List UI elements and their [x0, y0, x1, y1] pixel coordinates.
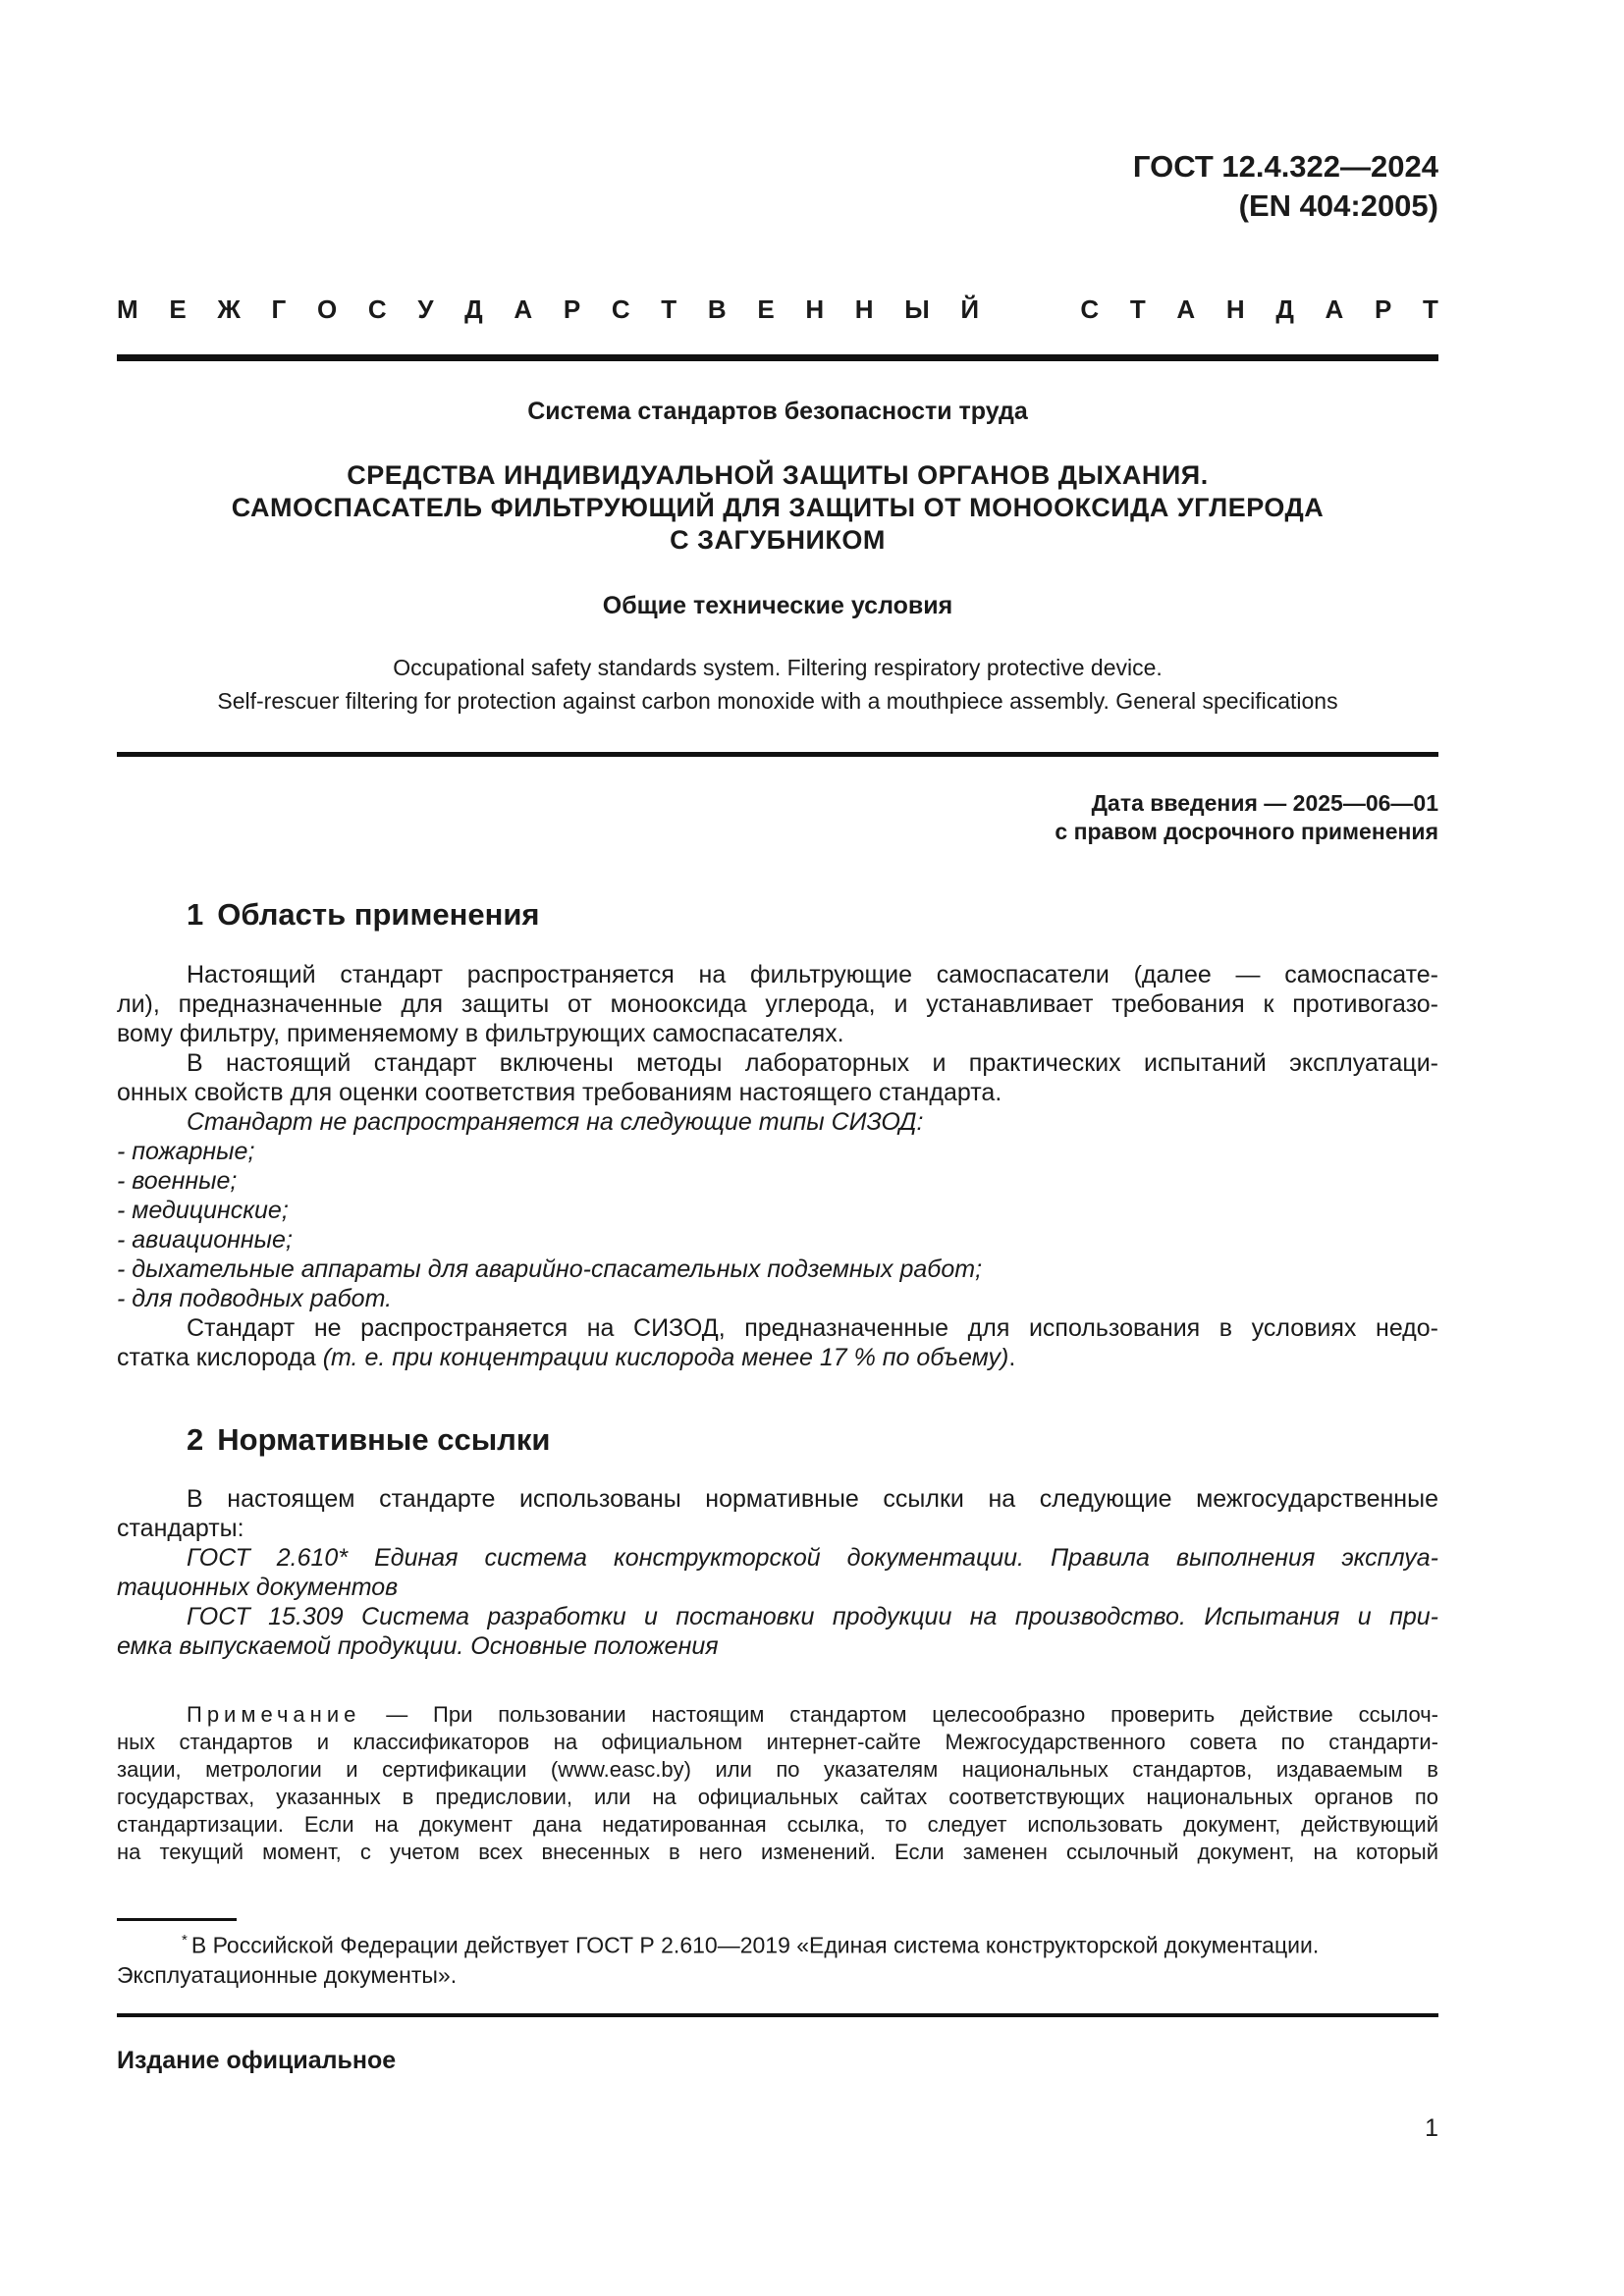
doc-type-letter: Ы: [904, 294, 930, 324]
doc-type-letter: А: [1325, 294, 1344, 324]
doc-type-letter: Н: [854, 294, 874, 324]
doc-type-letter: Е: [757, 294, 775, 324]
note-line-4: государствах, указанных в предисловии, или на официальных сайтах соответствующих национальных органов по: [117, 1785, 1438, 1809]
introduction-date: [1055, 789, 1438, 846]
section-1-heading: [187, 895, 540, 934]
exclusion-list-item: - для подводных работ.: [117, 1285, 393, 1312]
doc-type-letter: Р: [1374, 294, 1392, 324]
s2p1-line-1: В настоящем стандарте использованы нормативные ссылки на следующие межгосударственные: [187, 1485, 1438, 1513]
section-2-title: Нормативные ссылки: [217, 1422, 551, 1457]
ref1-line-2: тационных документов: [117, 1574, 399, 1601]
english-title-line-1: Occupational safety standards system. Filtering respiratory protective device.: [393, 655, 1163, 680]
s1p1-line-2: ли), предназначенные для защиты от монооксида углерода, и устанавливает требования к противогазо-: [117, 990, 1438, 1018]
section-2-paragraph-1: [117, 1484, 1438, 1543]
ref2-line-1: ГОСТ 15.309 Система разработки и постановки продукции на производство. Испытания и при-: [187, 1603, 1438, 1630]
main-title-line-1: СРЕДСТВА ИНДИВИДУАЛЬНОЙ ЗАЩИТЫ ОРГАНОВ ДЫХАНИЯ.: [347, 460, 1209, 490]
doc-type-letter: Д: [1275, 294, 1294, 324]
s1p2-line-1: В настоящий стандарт включены методы лабораторных и практических испытаний эксплуатаци-: [187, 1049, 1438, 1077]
reference-gost-2-610: [117, 1543, 1438, 1602]
note-line-6: на текущий момент, с учетом всех внесенных в него изменений. Если заменен ссылочный документ, на который: [117, 1840, 1438, 1864]
exclusion-list-item: - пожарные;: [117, 1138, 255, 1165]
section-2-body: [117, 1484, 1438, 1661]
main-title-line-3: С ЗАГУБНИКОМ: [670, 525, 886, 555]
footnote-marker: *: [182, 1932, 188, 1949]
section-1-paragraph-4: [117, 1313, 1438, 1372]
section-2-heading: [187, 1420, 550, 1460]
footnote-line-1-text: В Российской Федерации действует ГОСТ Р 2.610—2019 «Единая система конструкторской документации.: [190, 1932, 1320, 1958]
doc-number-line-1: ГОСТ 12.4.322—2024: [1132, 149, 1438, 184]
intro-date-line: Дата введения — 2025—06—01: [1091, 790, 1438, 816]
footnote: [117, 1926, 1438, 1990]
doc-number-line-2: (EN 404:2005): [1238, 188, 1438, 223]
main-title-line-2: САМОСПАСАТЕЛЬ ФИЛЬТРУЮЩИЙ ДЛЯ ЗАЩИТЫ ОТ МОНООКСИДА УГЛЕРОДА: [231, 493, 1325, 522]
doc-type-letter: Д: [464, 294, 483, 324]
page-number: 1: [1425, 2114, 1438, 2142]
doc-type-letter: Ж: [217, 294, 241, 324]
exclusion-list-item: - дыхательные аппараты для аварийно-спасательных подземных работ;: [117, 1255, 983, 1283]
document-number: [1133, 147, 1438, 226]
doc-type-letter: Т: [661, 294, 677, 324]
main-title: [117, 459, 1438, 557]
doc-type-letter: М: [117, 294, 138, 324]
exclusion-list-item: - авиационные;: [117, 1226, 293, 1254]
doc-type-word-gap: [1010, 293, 1050, 326]
footnote-line-2: Эксплуатационные документы».: [117, 1961, 458, 1988]
exclusion-list-item: - медицинские;: [117, 1197, 289, 1224]
footnote-separator: [117, 1918, 237, 1921]
s1p4-line-1: Стандарт не распространяется на СИЗОД, предназначенные для использования в условиях недо-: [187, 1314, 1438, 1342]
note-line-2: ных стандартов и классификаторов на официальном интернет-сайте Межгосударственного совета по стандарти-: [117, 1730, 1438, 1754]
official-edition-label: Издание официальное: [117, 2047, 397, 2074]
doc-type-letter: С: [367, 294, 387, 324]
note-line-1: [117, 1701, 1438, 1729]
exclusion-list-item: - военные;: [117, 1167, 238, 1195]
english-title-line-2: Self-rescuer filtering for protection against carbon monoxide with a mouthpiece assembly. General specifications: [217, 688, 1338, 714]
section-1-number: 1: [187, 897, 204, 932]
note-label: Примечание: [187, 1702, 361, 1727]
early-application-line: с правом досрочного применения: [1055, 819, 1438, 844]
section-2-number: 2: [187, 1422, 204, 1457]
bottom-divider: [117, 2013, 1438, 2017]
doc-type-letter: Т: [1423, 294, 1438, 324]
s1p4-line-2-italic: (т. е. при концентрации кислорода менее 17 % по объему): [322, 1344, 1009, 1371]
doc-type-letter: Г: [271, 294, 287, 324]
doc-type-letter: О: [316, 294, 338, 324]
title-divider: [117, 752, 1438, 757]
note: [117, 1701, 1438, 1866]
s1p4-line-2-start: статка кислорода: [117, 1344, 323, 1371]
s1p2-line-2: онных свойств для оценки соответствия требованиям настоящего стандарта.: [117, 1079, 1002, 1106]
doc-type-letter: С: [1080, 294, 1100, 324]
ref1-line-1: ГОСТ 2.610* Единая система конструкторской документации. Правила выполнения эксплуа-: [187, 1544, 1438, 1572]
top-divider: [117, 354, 1438, 361]
note-line-3: зации, метрологии и сертификации (www.easc.by) или по указателям национальных стандартов, издаваемым в: [117, 1757, 1438, 1782]
doc-type-letter: Й: [960, 294, 980, 324]
section-1-paragraph-2: [117, 1048, 1438, 1107]
s2p1-line-2: стандарты:: [117, 1515, 244, 1542]
section-1-exclusions-intro: Стандарт не распространяется на следующие типы СИЗОД:: [187, 1108, 924, 1136]
doc-type-letter: А: [514, 294, 533, 324]
english-title: [117, 651, 1438, 718]
reference-gost-15-309: [117, 1602, 1438, 1661]
doc-type-letter: У: [417, 294, 434, 324]
s1p4-line-2: [117, 1343, 1438, 1372]
footnote-line-1: [117, 1926, 1438, 1960]
subtitle: Общие технические условия: [602, 592, 953, 619]
doc-type-letter: С: [611, 294, 630, 324]
standards-system-title: Система стандартов безопасности труда: [527, 398, 1028, 425]
section-1-paragraph-1: [117, 960, 1438, 1048]
s1p4-line-2-end: .: [1008, 1344, 1016, 1371]
ref2-line-2: емка выпускаемой продукции. Основные положения: [117, 1632, 719, 1660]
exclusions-list: [117, 1137, 1438, 1313]
note-line-5: стандартизации. Если на документ дана недатированная ссылка, то следует использовать документ, действующий: [117, 1812, 1438, 1837]
doc-type-letter: Т: [1129, 294, 1146, 324]
note-line-1-text: — При пользовании настоящим стандартом целесообразно проверить действие ссылоч-: [360, 1702, 1438, 1727]
doc-type-letter: Н: [805, 294, 825, 324]
doc-type-letter: В: [707, 294, 727, 324]
doc-type-letter: А: [1176, 294, 1196, 324]
document-type-heading: [117, 293, 1438, 326]
doc-type-letter: Н: [1225, 294, 1245, 324]
s1p1-line-3: вому фильтру, применяемому в фильтрующих самоспасателях.: [117, 1020, 844, 1047]
section-1-body: [117, 960, 1438, 1372]
s1p1-line-1: Настоящий стандарт распространяется на фильтрующие самоспасатели (далее — самоспасате-: [187, 961, 1438, 988]
doc-type-letter: Е: [169, 294, 187, 324]
doc-type-letter: Р: [563, 294, 581, 324]
section-1-title: Область применения: [217, 897, 540, 932]
